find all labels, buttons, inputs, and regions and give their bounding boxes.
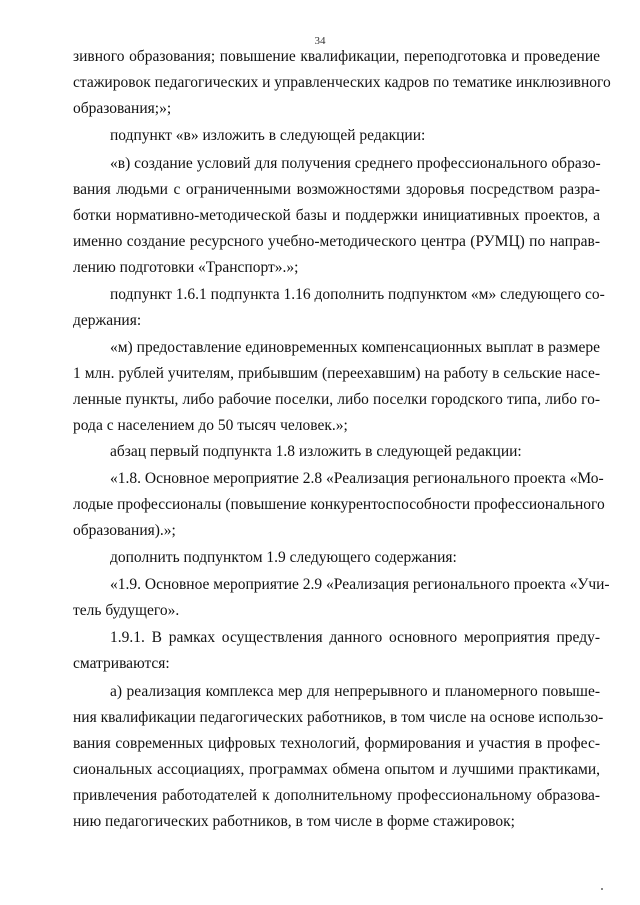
text-line: образования;»; [73, 100, 172, 117]
page-number: 34 [314, 35, 326, 47]
text-line: тель будущего». [73, 602, 180, 619]
text-line: ботки нормативно-методической базы и поддержки инициативных проектов, а [73, 207, 600, 224]
text-line: «1.8. Основное мероприятие 2.8 «Реализация регионального проекта «Мо- [110, 470, 604, 487]
text-line: подпункт «в» изложить в следующей редакции: [110, 127, 426, 144]
text-line: ния квалификации педагогических работников, в том числе на основе использо- [73, 709, 604, 726]
text-line: образования).»; [73, 522, 176, 539]
text-line: нию педагогических работников, в том числе в форме стажировок; [73, 813, 515, 830]
text-line: сиональных ассоциациях, программах обмена опытом и лучшими практиками, [73, 761, 600, 778]
text-line: 1.9.1. В рамках осуществления данного основного мероприятия преду- [110, 629, 600, 646]
text-line: привлечения работодателей к дополнительному профессиональному образова- [73, 787, 600, 804]
text-line: а) реализация комплекса мер для непрерывного и планомерного повыше- [110, 683, 600, 700]
scan-speck [601, 888, 603, 890]
text-line: держания: [73, 312, 142, 329]
text-line: именно создание ресурсного учебно-методического центра (РУМЦ) по направ- [73, 233, 600, 250]
text-line: «1.9. Основное мероприятие 2.9 «Реализация регионального проекта «Учи- [110, 576, 610, 593]
text-line: стажировок педагогических и управленческих кадров по тематике инклюзивного [73, 74, 611, 91]
text-line: дополнить подпунктом 1.9 следующего содержания: [110, 549, 457, 566]
text-line: вания людьми с ограниченными возможностями здоровья посредством разра- [73, 181, 600, 198]
text-line: рода с населением до 50 тысяч человек.»; [73, 417, 348, 434]
text-line: 1 млн. рублей учителям, прибывшим (переехавшим) на работу в сельские насе- [73, 365, 600, 382]
text-line: вания современных цифровых технологий, формирования и участия в профес- [73, 735, 600, 752]
text-line: лению подготовки «Транспорт».»; [73, 259, 299, 276]
text-line: абзац первый подпункта 1.8 изложить в следующей редакции: [110, 443, 522, 460]
text-line: зивного образования; повышение квалификации, переподготовка и проведение [73, 48, 600, 65]
text-line: сматриваются: [73, 655, 170, 672]
text-line: лодые профессионалы (повышение конкурентоспособности профессионального [73, 496, 605, 513]
text-line: «м) предоставление единовременных компенсационных выплат в размере [110, 339, 600, 356]
text-line: ленные пункты, либо рабочие поселки, либо поселки городского типа, либо го- [73, 391, 600, 408]
text-line: подпункт 1.6.1 подпункта 1.16 дополнить подпунктом «м» следующего со- [110, 286, 605, 303]
text-line: «в) создание условий для получения среднего профессионального образо- [110, 155, 601, 172]
